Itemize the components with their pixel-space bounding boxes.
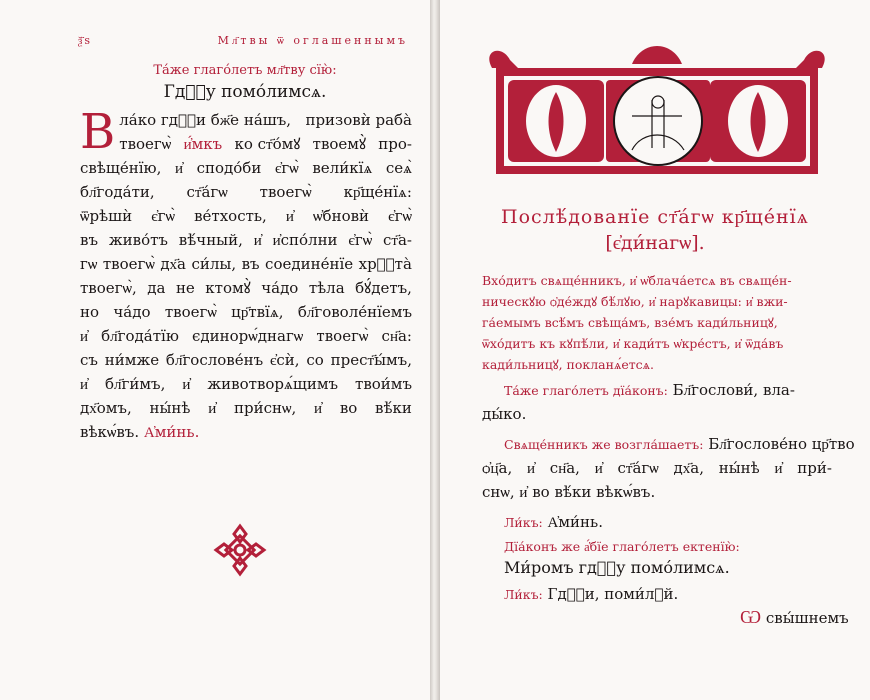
prayer-line: съ ни́мже бл҃гослове́нъ є҆сѝ, со прест҃ы́мъ,: [80, 351, 412, 369]
left-page: [0, 0, 430, 700]
rubric-line: Та́же глаго́летъ мл҃тву сїю̀:: [153, 63, 337, 78]
section-subtitle: [є҆ди́нагѡ].: [605, 232, 705, 254]
rubric-line: ническꙋю ѻ҆де́ждꙋ бѣ́лꙋю, и҆ нарꙋкавицы: и҆ вжи-: [482, 294, 788, 309]
page-number: ѯ҃s: [78, 34, 92, 47]
prayer-final-line: вѣкѡ́въ. А҆ми́нь.: [80, 423, 200, 441]
right-page: [440, 0, 870, 700]
knot-ornament: [212, 522, 268, 578]
prayer-line: и҆ бл҃ги́мъ, и҆ животворѧ́щимъ твои́мъ: [80, 375, 412, 393]
prayer-line: свѣще́нїю, и҆ сподо́би є҆гѡ̀ вели́кїѧ сеѧ̀: [80, 159, 412, 177]
litany-line: Ми́ромъ гдⷭ҇у помо́лимсѧ.: [504, 558, 730, 577]
rubric-line: га́емымъ всѣ́мъ свѣща́мъ, взе́мъ кади́льницꙋ,: [482, 315, 778, 330]
priest-line-3: снѡ, и҆ во вѣ́ки вѣкѡ́въ.: [482, 483, 656, 501]
amen: А҆ми́нь.: [143, 423, 200, 441]
prayer-line: но ча́до твоегѡ̀ цр҃твїѧ, бл҃говоле́нїемъ: [80, 303, 412, 321]
invocation: Гдⷭ҇у помо́лимсѧ.: [163, 82, 327, 102]
rubric-line: Вхо́дитъ свѧще́нникъ, и҆ ѡ҆блача́етсѧ въ свѧще́н-: [482, 273, 792, 288]
priest-line-2: ѻ҆ц҃а, и҆ сн҃а, и҆ ст҃а́гѡ дх҃а, ны́нѣ и҆ при́-: [482, 459, 832, 477]
rubric-line: ѿхо́дитъ къ кꙋпѣ́ли, и҆ кади́тъ ѡ҆кре́стъ, и҆ ѿда́въ: [482, 336, 784, 351]
deacon-line-2: ды́ко.: [482, 405, 527, 423]
prayer-line: твоегѡ̀, да не ктомꙋ̀ ча́до тѣла бꙋ́детъ,: [80, 279, 412, 297]
prayer-line: гѡ твоегѡ̀ дх҃а си́лы, въ соедине́нїе хрⷭ҇та̀: [80, 255, 412, 273]
choir-amen-line: Ли́къ: А҆ми́нь.: [504, 513, 603, 531]
prayer-line: ла́ко гдⷭ҇и бж҃е на́шъ, призовѝ раба̀: [119, 111, 412, 129]
drop-cap: В: [80, 104, 116, 160]
opening-rubric: [482, 270, 832, 375]
deacon-line-1: Та́же глаго́летъ дїа́конъ: Бл҃гослови́, вла-: [504, 381, 795, 399]
prayer-text: [80, 104, 412, 444]
prayer-line: въ живо́тъ вѣ́чный, и҆ и҆спо́лни є҆гѡ̀ ст҃а-: [80, 231, 412, 249]
prayer-line: и҆ бл҃года́тїю єдинорѡ́днагѡ твоегѡ̀ сн҃а:: [80, 327, 412, 345]
section-title: Послѣ́дованїе ст҃а́гѡ кр҃ще́нїѧ: [501, 206, 809, 228]
running-title: Мл҃твы ѿ оглашеннымъ: [217, 34, 408, 47]
rubric-line: кади́льницꙋ, покланѧ́етсѧ.: [482, 357, 654, 372]
choir-response-line: Ли́къ: Гдⷭ҇и, поми́лꙋй.: [504, 585, 679, 603]
prayer-line: бл҃года́ти, ст҃а́гѡ твоегѡ̀ кр҃ще́нїѧ:: [80, 183, 412, 201]
headpiece-ornament: [482, 40, 832, 180]
book-gutter: [430, 0, 440, 700]
running-head: [78, 34, 408, 47]
prayer-line: дх҃омъ, ны́нѣ и҆ при́снѡ, и҆ во вѣ́ки: [80, 399, 412, 417]
prayer-line: ѿрѣшѝ є҆гѡ̀ ве́тхость, и҆ ѡ҆бновѝ є҆гѡ̀: [80, 207, 412, 225]
prayer-line: твоегѡ̀ и҆́мкъ ко ст҃о́мꙋ твоемꙋ̀ про-: [119, 135, 412, 153]
catchword: Ѡ свы́шнемъ: [740, 607, 849, 628]
litany-rubric: Дїа́конъ же а҆́бїе глаго́летъ ектенїю̀:: [504, 539, 740, 554]
priest-line-1: Свѧще́нникъ же возгла́шаетъ: Бл҃гослове́но цр҃тво: [504, 435, 855, 453]
